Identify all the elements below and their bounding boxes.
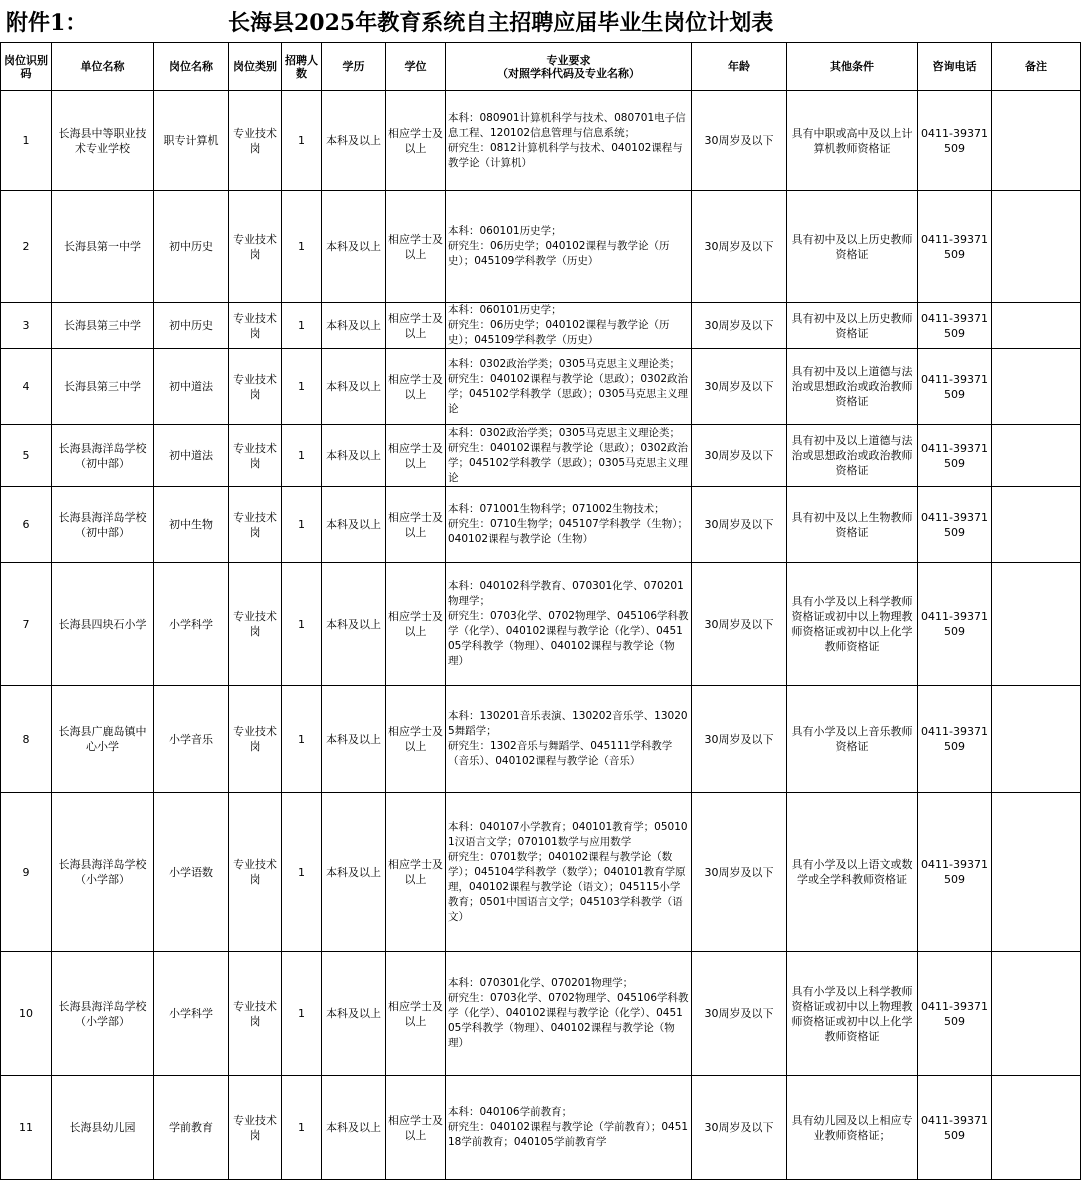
table-row [1,425,1081,487]
header-cell: 其他条件 [787,43,918,91]
cell-note [992,563,1081,686]
cell-age: 30周岁及以下 [692,563,787,686]
cell-category: 专业技术岗 [229,303,282,349]
cell-education: 本科及以上 [322,191,386,303]
cell-category: 专业技术岗 [229,91,282,191]
header-cell: 咨询电话 [918,43,992,91]
cell-age: 30周岁及以下 [692,793,787,952]
cell-category: 专业技术岗 [229,487,282,563]
cell-degree: 相应学士及以上 [386,1076,446,1180]
cell-phone: 0411-39371509 [918,686,992,793]
cell-phone: 0411-39371509 [918,952,992,1076]
cell-other: 具有初中及以上历史教师资格证 [787,303,918,349]
cell-category: 专业技术岗 [229,952,282,1076]
cell-count: 1 [282,303,322,349]
table-row [1,349,1081,425]
cell-count: 1 [282,793,322,952]
cell-phone: 0411-39371509 [918,91,992,191]
cell-education: 本科及以上 [322,1076,386,1180]
cell-other: 具有小学及以上音乐教师资格证 [787,686,918,793]
cell-degree: 相应学士及以上 [386,349,446,425]
cell-id: 6 [1,487,52,563]
cell-count: 1 [282,563,322,686]
cell-other: 具有小学及以上科学教师资格证或初中以上物理教师资格证或初中以上化学教师资格证 [787,952,918,1076]
table-row [1,303,1081,349]
cell-other: 具有初中及以上历史教师资格证 [787,191,918,303]
cell-other: 具有小学及以上科学教师资格证或初中以上物理教师资格证或初中以上化学教师资格证 [787,563,918,686]
cell-requirement: 本科：060101历史学； 研究生：06历史学；040102课程与教学论（历史）；045109学科教学（历史） [446,191,692,303]
cell-education: 本科及以上 [322,563,386,686]
cell-unit: 长海县海洋岛学校（小学部） [52,952,154,1076]
cell-category: 专业技术岗 [229,425,282,487]
cell-degree: 相应学士及以上 [386,191,446,303]
cell-unit: 长海县四块石小学 [52,563,154,686]
cell-age: 30周岁及以下 [692,1076,787,1180]
cell-unit: 长海县广鹿岛镇中心小学 [52,686,154,793]
cell-phone: 0411-39371509 [918,303,992,349]
table-row [1,1076,1081,1180]
cell-id: 4 [1,349,52,425]
cell-id: 11 [1,1076,52,1180]
cell-age: 30周岁及以下 [692,425,787,487]
cell-education: 本科及以上 [322,425,386,487]
cell-count: 1 [282,952,322,1076]
cell-post: 初中历史 [154,303,229,349]
page-title: 长海县2025年教育系统自主招聘应届毕业生岗位计划表 [228,10,774,36]
cell-phone: 0411-39371509 [918,191,992,303]
cell-other: 具有中职或高中及以上计算机教师资格证 [787,91,918,191]
cell-phone: 0411-39371509 [918,793,992,952]
cell-unit: 长海县海洋岛学校（初中部） [52,425,154,487]
cell-id: 7 [1,563,52,686]
cell-post: 初中历史 [154,191,229,303]
cell-note [992,952,1081,1076]
header-cell: 年龄 [692,43,787,91]
cell-post: 初中道法 [154,349,229,425]
cell-phone: 0411-39371509 [918,487,992,563]
cell-note [992,686,1081,793]
cell-note [992,303,1081,349]
cell-count: 1 [282,91,322,191]
cell-requirement: 本科：040106学前教育； 研究生：040102课程与教学论（学前教育）；045118学前教育；040105学前教育学 [446,1076,692,1180]
cell-category: 专业技术岗 [229,793,282,952]
cell-degree: 相应学士及以上 [386,563,446,686]
cell-count: 1 [282,487,322,563]
cell-degree: 相应学士及以上 [386,303,446,349]
table-row [1,487,1081,563]
cell-id: 1 [1,91,52,191]
cell-category: 专业技术岗 [229,1076,282,1180]
cell-post: 小学科学 [154,563,229,686]
cell-phone: 0411-39371509 [918,425,992,487]
cell-education: 本科及以上 [322,487,386,563]
header-cell: 招聘人数 [282,43,322,91]
cell-post: 学前教育 [154,1076,229,1180]
cell-unit: 长海县海洋岛学校（初中部） [52,487,154,563]
header-cell: 学位 [386,43,446,91]
cell-category: 专业技术岗 [229,349,282,425]
cell-education: 本科及以上 [322,793,386,952]
cell-other: 具有小学及以上语文或数学或全学科教师资格证 [787,793,918,952]
cell-other: 具有初中及以上道德与法治或思想政治或政治教师资格证 [787,349,918,425]
cell-age: 30周岁及以下 [692,487,787,563]
cell-note [992,1076,1081,1180]
cell-other: 具有幼儿园及以上相应专业教师资格证； [787,1076,918,1180]
cell-count: 1 [282,425,322,487]
cell-age: 30周岁及以下 [692,349,787,425]
cell-post: 小学音乐 [154,686,229,793]
cell-degree: 相应学士及以上 [386,487,446,563]
cell-education: 本科及以上 [322,303,386,349]
cell-degree: 相应学士及以上 [386,793,446,952]
cell-note [992,349,1081,425]
cell-category: 专业技术岗 [229,191,282,303]
cell-id: 9 [1,793,52,952]
cell-post: 小学科学 [154,952,229,1076]
header-cell: 专业要求 （对照学科代码及专业名称） [446,43,692,91]
cell-id: 2 [1,191,52,303]
cell-requirement: 本科：0302政治学类；0305马克思主义理论类； 研究生：040102课程与教学论（思政）；0302政治学；045102学科教学（思政）；0305马克思主义理论 [446,349,692,425]
cell-note [992,91,1081,191]
cell-requirement: 本科：080901计算机科学与技术、080701电子信息工程、120102信息管理与信息系统； 研究生：0812计算机科学与技术、040102课程与教学论（计算机） [446,91,692,191]
cell-age: 30周岁及以下 [692,952,787,1076]
cell-requirement: 本科：040107小学教育；040101教育学；050101汉语言文学；070101数学与应用数学 研究生：0701数学；040102课程与教学论（数学）；045104学科教学（数学）；040101教育学原理，040102课程与教学论（语文）；045115小学教育；0501中国语言文学；045103学科教学（语文） [446,793,692,952]
cell-category: 专业技术岗 [229,686,282,793]
title-bar [0,0,1080,42]
cell-age: 30周岁及以下 [692,191,787,303]
header-cell: 单位名称 [52,43,154,91]
cell-count: 1 [282,191,322,303]
cell-id: 5 [1,425,52,487]
cell-age: 30周岁及以下 [692,91,787,191]
cell-note [992,191,1081,303]
cell-note [992,793,1081,952]
cell-post: 小学语数 [154,793,229,952]
attachment-label: 附件1： [6,10,88,36]
header-cell: 岗位名称 [154,43,229,91]
position-plan-table [0,42,1081,1180]
cell-requirement: 本科：040102科学教育、070301化学、070201物理学； 研究生：0703化学、0702物理学、045106学科教学（化学）、040102课程与教学论（化学）、045105学科教学（物理）、040102课程与教学论（物理） [446,563,692,686]
cell-id: 8 [1,686,52,793]
header-cell: 备注 [992,43,1081,91]
cell-education: 本科及以上 [322,349,386,425]
cell-degree: 相应学士及以上 [386,686,446,793]
cell-degree: 相应学士及以上 [386,91,446,191]
cell-age: 30周岁及以下 [692,686,787,793]
cell-phone: 0411-39371509 [918,1076,992,1180]
table-row [1,91,1081,191]
cell-degree: 相应学士及以上 [386,952,446,1076]
cell-requirement: 本科：130201音乐表演、130202音乐学、130205舞蹈学； 研究生：1302音乐与舞蹈学、045111学科教学（音乐）、040102课程与教学论（音乐） [446,686,692,793]
cell-education: 本科及以上 [322,952,386,1076]
cell-requirement: 本科：070301化学、070201物理学； 研究生：0703化学、0702物理学、045106学科教学（化学）、040102课程与教学论（化学）、045105学科教学（物理）、040102课程与教学论（物理） [446,952,692,1076]
cell-count: 1 [282,1076,322,1180]
header-cell: 岗位类别 [229,43,282,91]
table-row [1,563,1081,686]
cell-unit: 长海县第三中学 [52,303,154,349]
cell-unit: 长海县海洋岛学校（小学部） [52,793,154,952]
cell-phone: 0411-39371509 [918,563,992,686]
cell-requirement: 本科：0302政治学类；0305马克思主义理论类； 研究生：040102课程与教学论（思政）；0302政治学；045102学科教学（思政）；0305马克思主义理论 [446,425,692,487]
cell-post: 初中生物 [154,487,229,563]
cell-unit: 长海县中等职业技术专业学校 [52,91,154,191]
cell-id: 3 [1,303,52,349]
cell-post: 初中道法 [154,425,229,487]
table-row [1,191,1081,303]
header-cell: 学历 [322,43,386,91]
cell-note [992,487,1081,563]
cell-post: 职专计算机 [154,91,229,191]
cell-education: 本科及以上 [322,686,386,793]
cell-requirement: 本科：071001生物科学；071002生物技术； 研究生：0710生物学；045107学科教学（生物）；040102课程与教学论（生物） [446,487,692,563]
cell-unit: 长海县第一中学 [52,191,154,303]
table-row [1,952,1081,1076]
cell-category: 专业技术岗 [229,563,282,686]
cell-count: 1 [282,349,322,425]
cell-other: 具有初中及以上道德与法治或思想政治或政治教师资格证 [787,425,918,487]
header-cell: 岗位识别码 [1,43,52,91]
cell-unit: 长海县第三中学 [52,349,154,425]
cell-degree: 相应学士及以上 [386,425,446,487]
cell-requirement: 本科：060101历史学； 研究生：06历史学；040102课程与教学论（历史）；045109学科教学（历史） [446,303,692,349]
cell-phone: 0411-39371509 [918,349,992,425]
cell-count: 1 [282,686,322,793]
cell-unit: 长海县幼儿园 [52,1076,154,1180]
cell-id: 10 [1,952,52,1076]
table-row [1,686,1081,793]
cell-age: 30周岁及以下 [692,303,787,349]
table-header-row [1,43,1081,91]
cell-note [992,425,1081,487]
cell-other: 具有初中及以上生物教师资格证 [787,487,918,563]
cell-education: 本科及以上 [322,91,386,191]
table-row [1,793,1081,952]
